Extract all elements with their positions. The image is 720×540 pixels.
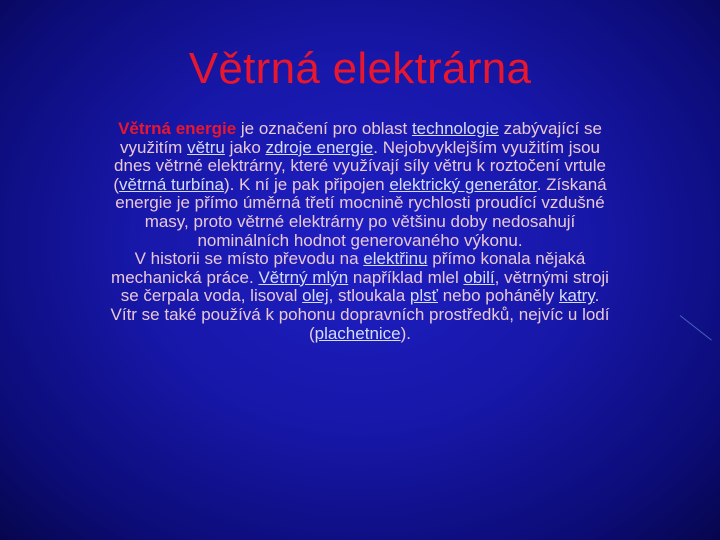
link-vetrna-turbina[interactable]: větrná turbína [119,174,224,194]
text: . Získaná energie je přímo úměrná třetí mocnině rychlosti proudící vzdušné masy, proto větrné elektrárny po většinu doby nedosahují nominálních hodnot generovaného výkonu. [115,174,607,250]
text: ). [400,323,412,343]
link-plst[interactable]: plsť [409,286,438,306]
text: přímo konala nějaká mechanická práce. [111,249,586,287]
text: například mlel [348,267,464,287]
paragraph-2 [110,250,610,343]
slide-title: Větrná elektrárna [188,44,532,93]
link-elektrinu[interactable]: elektřinu [363,249,428,269]
link-zdroje-energie[interactable]: zdroje energie [265,137,374,157]
link-vetrny-mlyn[interactable]: Větrný mlýn [258,267,349,287]
slide-body [110,120,610,343]
text: zabývající se využitím [120,119,602,157]
text: nebo poháněly [437,286,559,306]
link-technologie[interactable]: technologie [411,119,499,138]
paragraph-1 [110,120,610,250]
link-plachetnice[interactable]: plachetnice [314,323,401,343]
text: . Nejobvyklejším využitím jsou dnes větrné elektrárny, které využívají síly větru k roztočení vrtule ( [113,137,606,194]
link-vetru[interactable]: větru [187,137,225,157]
term-bold: Větrná energie [118,119,237,138]
text: ). K ní je pak připojen [223,174,390,194]
text: jako [224,137,266,157]
text: . Vítr se také používá k pohonu dopravních prostředků, nejvíc u lodí ( [110,286,610,343]
decorative-line [680,315,712,340]
text: , stloukala [328,286,410,306]
link-elektricky-generator[interactable]: elektrický generátor [389,174,537,194]
link-katry[interactable]: katry [558,286,595,306]
text: je označení pro oblast [236,119,412,138]
text: V historii se místo převodu na [134,249,364,269]
link-olej[interactable]: olej [302,286,329,306]
text: , větrnými stroji se čerpala voda, lisoval [120,267,609,306]
link-obili[interactable]: obilí [463,267,495,287]
